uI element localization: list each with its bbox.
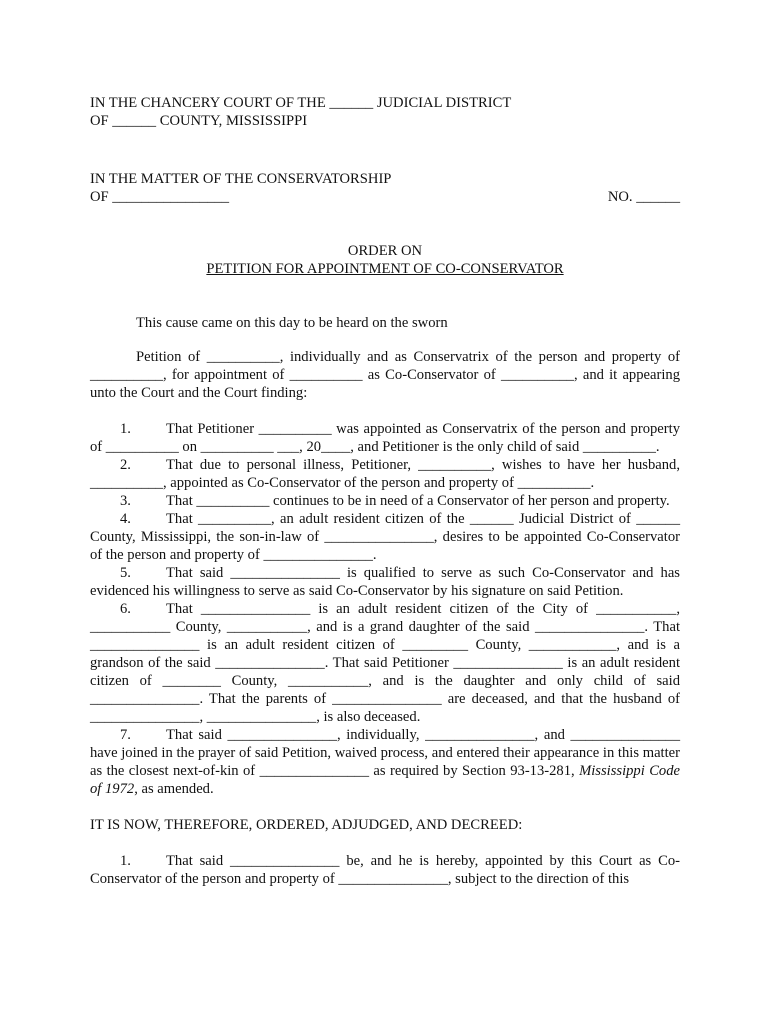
- finding-item: [90, 492, 680, 510]
- finding-text: That said _______________ is qualified to serve as such Co-Conservator and has evidenced his willingness to serve as said Co-Conservator by his signature on said Petition.: [90, 565, 680, 599]
- finding-item: [90, 456, 680, 492]
- decree-heading: IT IS NOW, THEREFORE, ORDERED, ADJUDGED, AND DECREED:: [90, 817, 523, 833]
- finding-text: That __________, an adult resident citizen of the ______ Judicial District of ______ County, Mississippi, the son-in-law of _______________, desires to be appointed Co-Conservator of the person and property of _______________.: [90, 511, 680, 563]
- findings-list: [90, 420, 680, 798]
- finding-number: 7.: [120, 727, 131, 743]
- finding-text-end: , as amended.: [134, 781, 214, 797]
- finding-number: 4.: [120, 511, 131, 527]
- finding-number: 6.: [120, 601, 131, 617]
- matter-line-2: OF ________________: [90, 189, 230, 205]
- intro-paragraph: This cause came on this day to be heard on the sworn: [136, 315, 448, 331]
- finding-text: That __________ continues to be in need of a Conservator of her person and property.: [166, 493, 670, 509]
- decree-text: That said _______________ be, and he is hereby, appointed by this Court as Co-Conservator of the person and property of _______________, subject to the direction of this: [90, 853, 680, 887]
- court-caption: [90, 94, 680, 130]
- finding-number: 1.: [120, 421, 131, 437]
- code-citation: Mississippi Code of 1972: [90, 763, 680, 797]
- caption-line-1: IN THE CHANCERY COURT OF THE ______ JUDICIAL DISTRICT: [90, 95, 512, 111]
- finding-number: 2.: [120, 457, 131, 473]
- decree-number: 1.: [120, 853, 131, 869]
- finding-item: [90, 726, 680, 798]
- finding-item: [90, 600, 680, 726]
- title-line-1: ORDER ON: [347, 243, 423, 259]
- finding-item: [90, 510, 680, 564]
- document-page: [90, 94, 680, 888]
- title-line-2: PETITION FOR APPOINTMENT OF CO-CONSERVATOR: [206, 261, 564, 277]
- finding-text: That said _______________, individually, _______________, and _______________ have joined in the prayer of said Petition, waived process, and entered their appearance in this matter as the closest next-of-kin of _______________ as required by Section 93-13-281,: [90, 727, 680, 779]
- finding-text: That due to personal illness, Petitioner, __________, wishes to have her husband, __________, appointed as Co-Conservator of the person and property of __________.: [90, 457, 680, 491]
- finding-item: [90, 564, 680, 600]
- case-number: NO. ______: [607, 189, 680, 205]
- caption-line-2: OF ______ COUNTY, MISSISSIPPI: [90, 113, 308, 129]
- petition-paragraph: Petition of __________, individually and as Conservatrix of the person and property of __________, for appointment of __________ as Co-Conservator of __________, and it appearing unto the Court and the Court finding:: [90, 349, 680, 401]
- finding-text: That Petitioner __________ was appointed as Conservatrix of the person and property of __________ on __________ ___, 20____, and Petitioner is the only child of said __________.: [90, 421, 680, 455]
- finding-number: 3.: [120, 493, 131, 509]
- finding-text: That _______________ is an adult resident citizen of the City of ___________, ___________ County, ___________, and is a grand daughter of the said _______________. That _______________ is an adult resident citizen of _________ County, ____________, and is a grandson of the said _______________. That said Petitioner _______________ is an adult resident citizen of ________ County, ___________, and is the daughter and only child of said _______________. That the parents of _______________ are deceased, and that the husband of _______________, _______________, is also deceased.: [90, 601, 680, 725]
- matter-line-1: IN THE MATTER OF THE CONSERVATORSHIP: [90, 171, 392, 187]
- finding-number: 5.: [120, 565, 131, 581]
- matter-heading: [90, 170, 680, 206]
- document-title: [90, 242, 680, 278]
- finding-item: [90, 420, 680, 456]
- decree-item: [90, 852, 680, 888]
